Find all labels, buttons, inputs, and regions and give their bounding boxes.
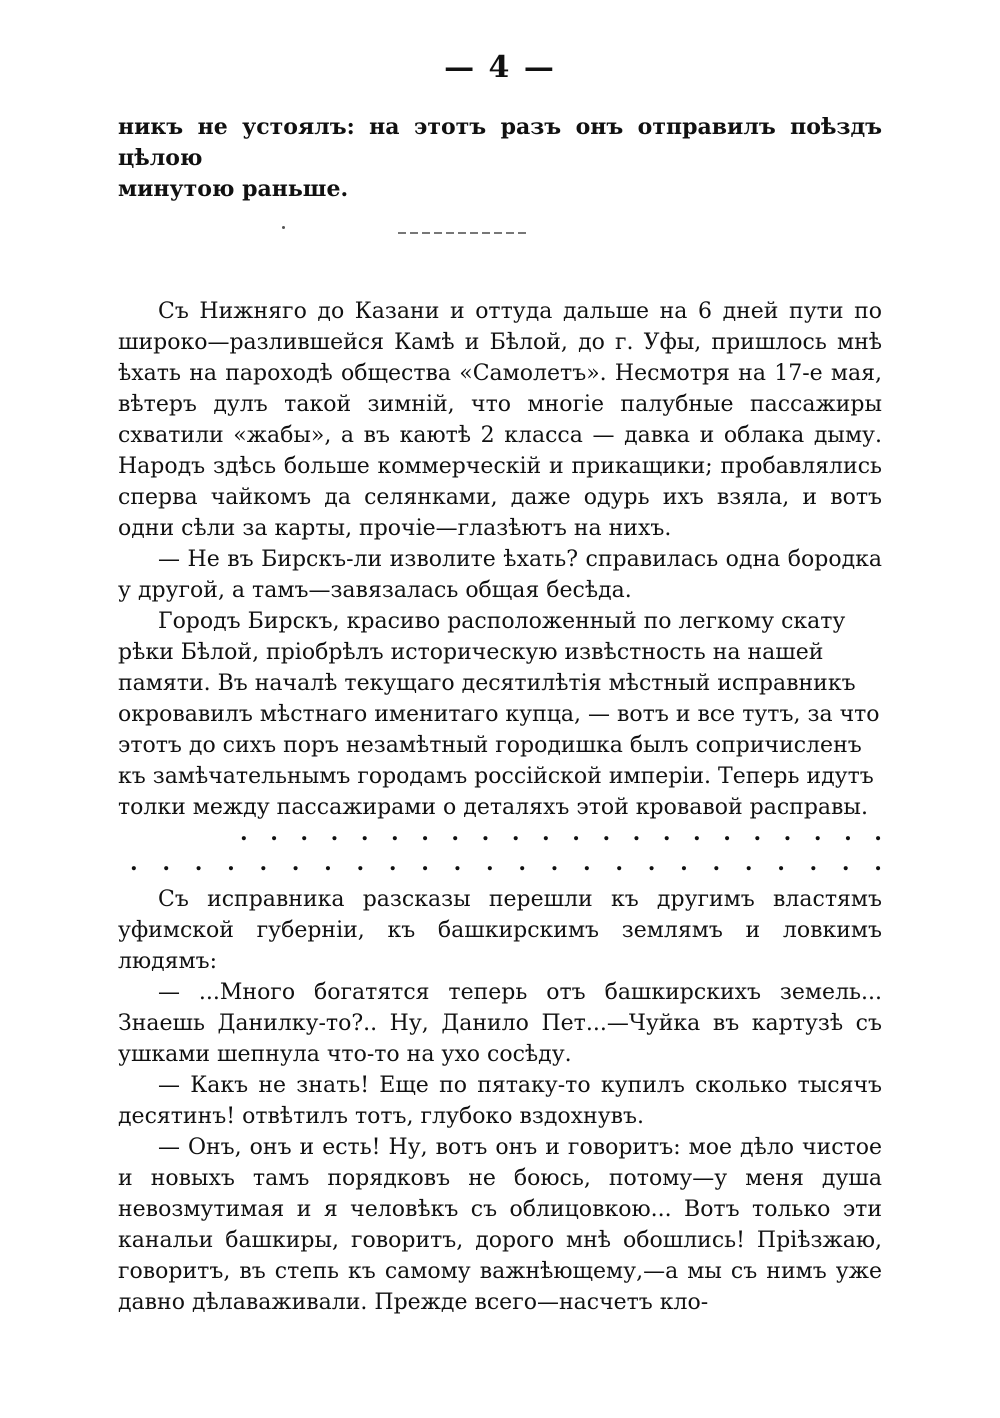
paragraph: — Какъ не знать! Еще по пятаку-то купилъ сколько тысячъ десятинъ! отвѣтилъ тотъ, глубоко вздохнувъ. — [118, 1073, 882, 1129]
ellipsis-dot: . — [227, 850, 235, 876]
ellipsis-dot: . — [632, 820, 641, 846]
ellipsis-dot: . — [680, 850, 688, 876]
section-body-2 — [118, 884, 882, 1318]
ellipsis-dot: . — [874, 850, 882, 876]
paragraph: Съ Нижняго до Казани и оттуда дальше на 6 дней пути по широко—разлившейся Камѣ и Бѣлой, до г. Уфы, пришлось мнѣ ѣхать на пароходѣ общества «Самолетъ». Несмотря на 17-е мая, вѣтеръ дулъ такой зимній, что многіе палубные пассажиры схватили «жабы», а въ каютѣ 2 класса — давка и облака дыму. Народъ здѣсь больше коммерческій и прикащики; пробавлялись сперва чайкомъ да селянками, даже одурь ихъ взяла, и вотъ одни сѣли за карты, прочіе—глазѣютъ на нихъ. — [118, 299, 882, 541]
ellipsis-dot: . — [130, 850, 138, 876]
section-body — [118, 296, 882, 823]
ellipsis-dot: . — [542, 820, 550, 846]
paragraph: — Онъ, онъ и есть! Ну, вотъ онъ и говоритъ: мое дѣло чистое и новыхъ тамъ порядковъ не боюсь, потому—у меня душа невозмутимая и я человѣкъ съ облицовкою... Вотъ только эти канальи башкиры, говоритъ, дорого мнѣ обошлись! Пріѣзжаю, говоритъ, въ степь къ самому важнѣющему,—а мы съ нимъ уже давно дѣлаваживали. Прежде всего—насчетъ кло- — [118, 1135, 882, 1315]
continuation-text — [118, 112, 882, 205]
ellipsis-dot: . — [723, 820, 731, 846]
ellipsis-dot: . — [360, 820, 369, 846]
ellipsis-dot: . — [753, 820, 762, 846]
ellipsis-dot: . — [511, 820, 520, 846]
ellipsis-dot: . — [518, 850, 526, 876]
ellipsis-dot: . — [744, 850, 753, 876]
ellipsis-dot: . — [572, 820, 580, 846]
ellipsis-dot: . — [647, 850, 656, 876]
ellipsis-dot: . — [841, 850, 850, 876]
ellipsis-dot: . — [809, 850, 818, 876]
ellipsis-dot: . — [388, 850, 397, 876]
ellipsis-dot: . — [194, 850, 203, 876]
ellipsis-dot: . — [813, 820, 822, 846]
ellipsis-dot: . — [356, 850, 365, 876]
ellipsis-dot: . — [451, 820, 460, 846]
ellipsis-dot: . — [259, 850, 268, 876]
ellipsis-row — [130, 852, 882, 874]
ellipsis-dot: . — [602, 820, 611, 846]
ellipsis-dot: . — [844, 820, 852, 846]
ellipsis-dot: . — [583, 850, 591, 876]
page-number: — 4 — — [444, 50, 556, 85]
continuation-line-1: никъ не устоялъ: на этотъ разъ онъ отправилъ поѣздъ цѣлою — [118, 114, 882, 171]
continuation-line-2: минутою раньше. — [118, 176, 349, 202]
ellipsis-dot: . — [550, 850, 559, 876]
ellipsis-dot: . — [615, 850, 624, 876]
ellipsis-dot: . — [453, 850, 462, 876]
ellipsis-dot: . — [162, 850, 171, 876]
ellipsis-dot: . — [391, 820, 399, 846]
paragraph: Городъ Бирскъ, красиво расположенный по легкому скату рѣки Бѣлой, пріобрѣлъ историческую извѣстность на нашей памяти. Въ началѣ текущаго десятилѣтія мѣстный исправникъ окровавилъ мѣстнаго именитаго купца, — вотъ и все тутъ, за что этотъ до сихъ поръ незамѣтный городишка былъ сопричисленъ къ замѣчательнымъ городамъ россійской имперіи. Теперь идутъ толки между пассажирами о деталяхъ этой кровавой расправы. — [118, 609, 880, 820]
ellipsis-row — [240, 822, 882, 844]
ellipsis-dot: . — [481, 820, 490, 846]
ellipsis-dot: . — [693, 820, 701, 846]
paragraph: — ...Много богатятся теперь отъ башкирскихъ земель... Знаешь Данилку-то?.. Ну, Данило Пет...—Чуйка въ картузѣ съ ушками шепнула что-то на ухо сосѣду. — [118, 980, 882, 1067]
ellipsis-dot: . — [712, 850, 721, 876]
ellipsis-dot: . — [240, 820, 248, 846]
ellipsis-dot: . — [874, 820, 882, 846]
ellipsis-dot: . — [300, 820, 309, 846]
paragraph: — Не въ Бирскъ-ли изволите ѣхать? справилась одна бородка у другой, а тамъ—завязалась общая бесѣда. — [118, 547, 882, 603]
ellipsis-dot: . — [330, 820, 339, 846]
ellipsis-dot: . — [783, 820, 792, 846]
ellipsis-dot: . — [291, 850, 300, 876]
ellipsis-dot: . — [421, 850, 429, 876]
ellipsis-dot: . — [662, 820, 671, 846]
separator-dot — [282, 226, 285, 229]
ellipsis-dot: . — [270, 820, 278, 846]
paragraph: Съ исправника разсказы перешли къ другимъ властямъ уфимской губерніи, къ башкирскимъ землямъ и ловкимъ людямъ: — [118, 887, 882, 974]
ellipsis-dot: . — [324, 850, 332, 876]
section-separator — [398, 232, 530, 234]
ellipsis-dot: . — [777, 850, 785, 876]
ellipsis-dot: . — [421, 820, 429, 846]
ellipsis-dot: . — [485, 850, 494, 876]
